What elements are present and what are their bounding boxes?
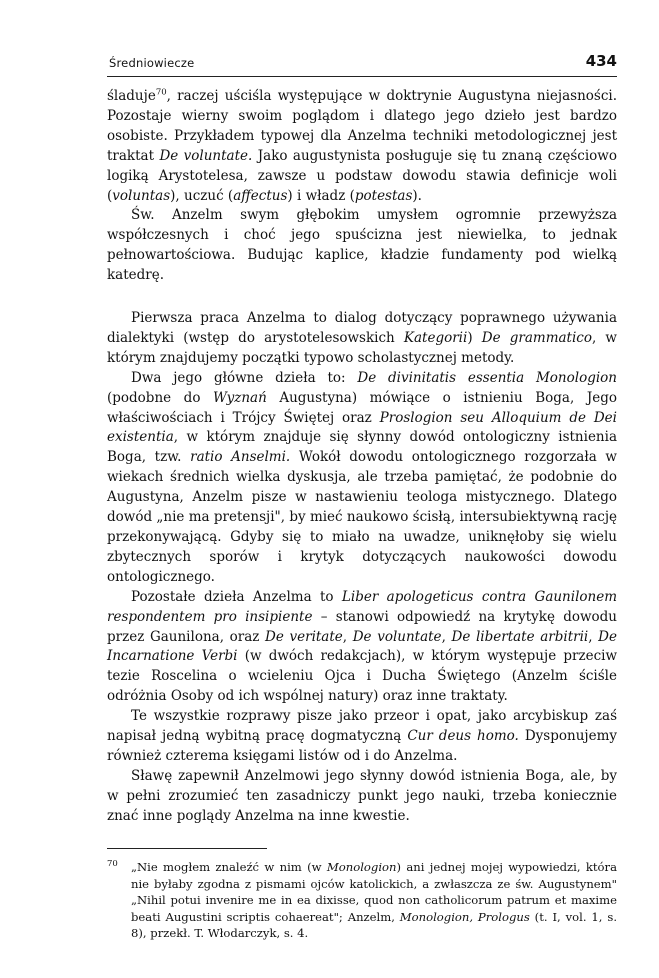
page-number: 434 xyxy=(585,52,617,70)
text-block-1 xyxy=(107,87,617,286)
paragraph: Św. Anzelm swym głębokim umysłem ogromnie przewyższa współczesnych i choć jego spuścizna jest niewielka, to jednak pełnowartościowa. Budując kaplice, kładzie fundamenty pod wielką katedrę. xyxy=(107,207,617,284)
footnote-marker: 70 xyxy=(107,859,118,869)
page-header xyxy=(107,50,617,77)
footnote-rule xyxy=(107,848,267,849)
text-block-2 xyxy=(107,309,617,767)
text-block-3 xyxy=(107,767,617,827)
running-head: Średniowiecze xyxy=(109,56,195,70)
paragraph: śladuje$^{70}$, raczej uściśla występujące w doktrynie Augustyna niejasności. Pozostaje wierny swoim poglądom i dlatego jego dzieło jest bardzo osobiste. Przykładem typowej dla Anzelma techniki metodologicznej jest traktat De voluntate. Jako augustynista posługuje się tu znaną częściowo logiką Arystotelesa, zawsze u podstaw dowodu stawia definicje woli (voluntas), uczuć (affectus) i władz (potestas). xyxy=(107,87,617,204)
paragraph: Dwa jego główne dzieła to: De divinitatis essentia Monologion (podobne do Wyznań Augustyna) mówiące o istnieniu Boga, Jego właściwościach i Trójcy Świętej oraz Proslogion seu Alloquium de Dei existentia, w którym znajduje się słynny dowód ontologiczny istnienia Boga, tzw. ratio Anselmi. Wokół dowodu ontologicznego rozgorzała w wiekach średnich wielka dyskusja, ale trzeba pamiętać, że podobnie do Augustyna, Anzelm pisze w nastawieniu teologa mistycznego. Dlatego dowód „nie ma pretensji", by mieć naukowo ścisłą, intersubiektywną rację przekonywającą. Gdyby się to miało na uwadze, uniknęłoby się wielu zbytecznych sporów i krytyk dotyczących naukowości dowodu ontologicznego. xyxy=(107,369,617,585)
footnote-text: 70 „Nie mogłem znaleźć w nim (w Monologion) ani jednej mojej wypowiedzi, która nie byłaby zgodna z pismami ojców katolickich, a zwłaszcza ze św. Augustynem" „Nihil potui invenire me in ea dixisse, quod non catholicorum patrum et maxime beati Augustini scriptis cohaereat"; Anzelm, Monologion, Prologus (t. I, vol. 1, s. 8), przekł. T. Włodarczyk, s. 4. xyxy=(107,859,617,942)
footnote xyxy=(107,848,617,942)
paragraph: Pozostałe dzieła Anzelma to Liber apologeticus contra Gaunilonem respondentem pro insipiente – stanowi odpowiedź na krytykę dowodu przez Gaunilona, oraz De veritate, De voluntate, De libertate arbitrii, De Incarnatione Verbi (w dwóch redakcjach), w którym występuje przeciw tezie Roscelina o wcieleniu Ojca i Ducha Świętego (Anzelm ściśle odróżnia Osoby od ich wspólnej natury) oraz inne traktaty. xyxy=(107,588,618,705)
paragraph: Te wszystkie rozprawy pisze jako przeor i opat, jako arcybiskup zaś napisał jedną wybitną pracę dogmatyczną Cur deus homo. Dysponujemy również czterema księgami listów od i do Anzelma. xyxy=(107,708,617,764)
paragraph: Sławę zapewnił Anzelmowi jego słynny dowód istnienia Boga, ale, by w pełni zrozumieć ten zasadniczy punkt jego nauki, trzeba koniecznie znać inne poglądy Anzelma na inne kwestie. xyxy=(107,768,617,824)
paragraph: Pierwsza praca Anzelma to dialog dotyczący poprawnego używania dialektyki (wstęp do arystotelesowskich Kategorii) De grammatico, w którym znajdujemy początki typowo scholastycznej metody. xyxy=(107,310,617,366)
footnote-reference[interactable]: 70 xyxy=(155,87,167,98)
